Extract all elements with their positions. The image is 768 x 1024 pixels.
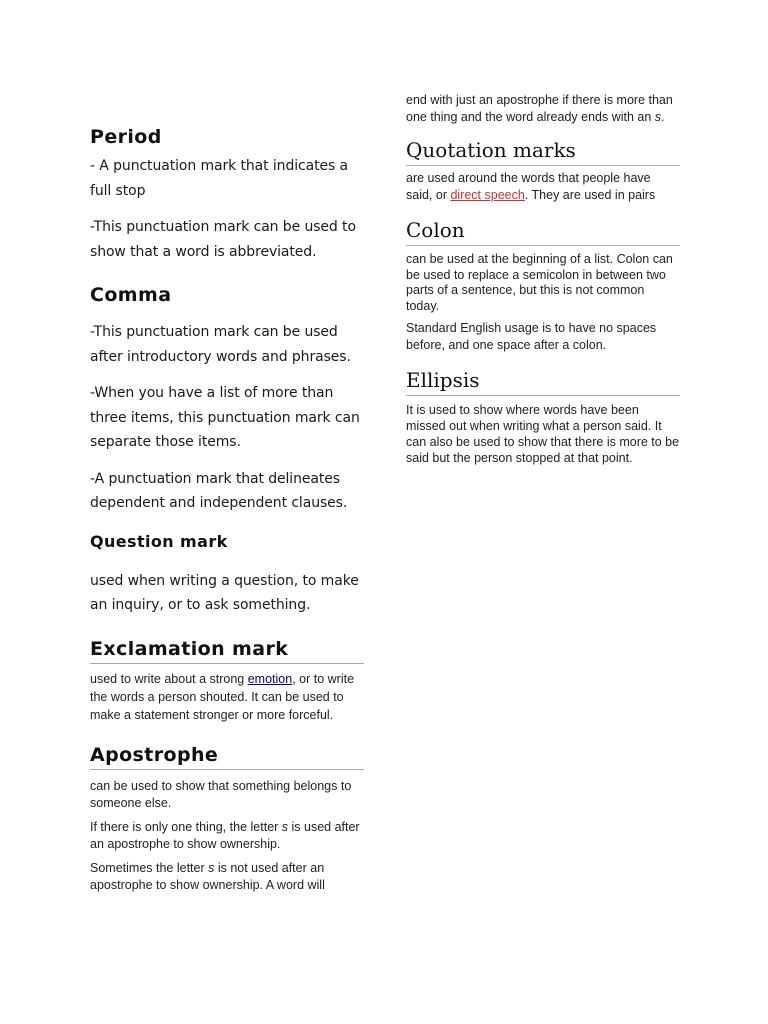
apostrophe-sometimes-a: Sometimes the letter — [90, 860, 209, 875]
quotation-marks-heading: Quotation marks — [406, 138, 680, 166]
period-heading: Period — [90, 126, 162, 148]
letter-s-italic: s — [208, 860, 215, 875]
apostrophe-one-thing — [90, 819, 364, 853]
comma-clauses: -A punctuation mark that delineates dependent and independent clauses. — [90, 470, 348, 511]
emotion-link[interactable]: emotion — [247, 671, 293, 686]
apostrophe-sometimes-b: is not used after an apostrophe to show ownership. A word will — [90, 860, 325, 892]
quotation-text-after: . They are used in pairs — [524, 188, 656, 202]
exclamation-text-after: , or to write the words a person shouted. It can be used to make a statement stronger or more forceful. — [90, 671, 355, 722]
apostrophe-one-thing-a: If there is only one thing, the letter — [90, 819, 282, 834]
apostrophe-heading: Apostrophe — [90, 744, 364, 770]
apostrophe-one-thing-b: is used after an apostrophe to show ownership. — [90, 819, 360, 851]
period-abbreviation: -This punctuation mark can be used to show that a word is abbreviated. — [90, 219, 356, 260]
letter-s-italic: s — [281, 819, 289, 834]
colon-heading: Colon — [406, 218, 680, 246]
colon-spacing: Standard English usage is to have no spaces before, and one space after a colon. — [406, 321, 657, 352]
ellipsis-definition: It is used to show where words have been missed out when writing what a person said. It can also be used to show that there is more to be said but the person stopped at that point. — [406, 403, 680, 465]
period-definition: - A punctuation mark that indicates a full stop — [90, 158, 349, 199]
exclamation-mark-definition — [90, 670, 364, 724]
apostrophe-sometimes — [90, 860, 364, 894]
comma-heading: Comma — [90, 284, 172, 306]
apostrophe-continued-a: end with just an apostrophe if there is more than one thing and the word already ends with an — [406, 93, 673, 124]
right-column — [406, 92, 680, 466]
question-mark-heading: Question mark — [90, 531, 228, 551]
colon-list: can be used at the beginning of a list. Colon can be used to replace a semicolon in between two parts of a sentence, but this is not common today. — [406, 252, 673, 313]
apostrophe-continued-b: . — [661, 110, 665, 124]
exclamation-mark-heading: Exclamation mark — [90, 638, 364, 664]
comma-introductory: -This punctuation mark can be used after introductory words and phrases. — [90, 324, 351, 365]
ellipsis-heading: Ellipsis — [406, 368, 680, 396]
left-column — [90, 126, 364, 894]
quotation-marks-definition — [406, 170, 680, 204]
question-mark-definition: used when writing a question, to make an inquiry, or to ask something. — [90, 572, 359, 613]
direct-speech-link[interactable]: direct speech — [450, 188, 525, 202]
quotation-text-before: are used around the words that people have said, or — [406, 171, 651, 202]
apostrophe-continued — [406, 92, 680, 126]
exclamation-text-before: used to write about a strong — [90, 671, 248, 686]
apostrophe-belongs: can be used to show that something belongs to someone else. — [90, 778, 352, 810]
letter-s-italic: s — [654, 110, 662, 124]
comma-list: -When you have a list of more than three items, this punctuation mark can separate those items. — [90, 385, 360, 450]
